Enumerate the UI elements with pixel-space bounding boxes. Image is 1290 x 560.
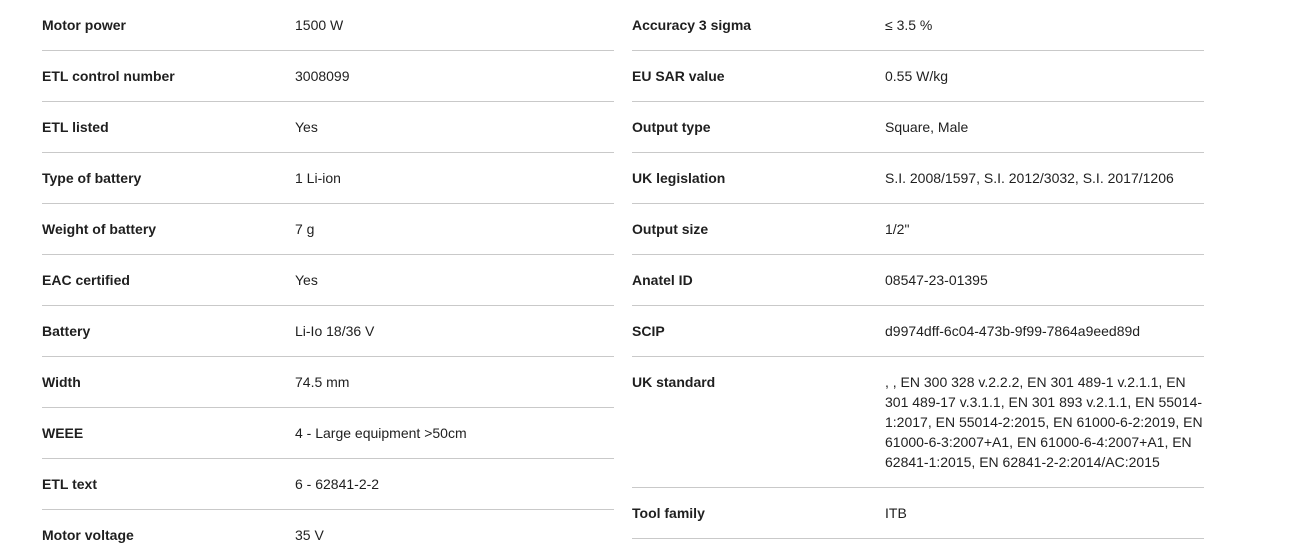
spec-label: Motor voltage [42, 527, 134, 543]
spec-label: Motor power [42, 17, 126, 33]
spec-value: 74.5 mm [295, 374, 350, 390]
spec-value: d9974dff-6c04-473b-9f99-7864a9eed89d [885, 323, 1141, 339]
spec-row-etl-text [42, 459, 614, 510]
spec-row-eac-certified [42, 255, 614, 306]
spec-row-motor-power [42, 0, 614, 51]
spec-label: Output size [632, 221, 709, 237]
spec-row-battery [42, 306, 614, 357]
spec-value: 3008099 [295, 68, 350, 84]
spec-value: 35 V [295, 527, 324, 543]
spec-label: Type of battery [42, 170, 142, 186]
spec-row-weee [42, 408, 614, 459]
spec-column-right [632, 0, 1204, 539]
spec-row-eu-sar-value [632, 51, 1204, 102]
spec-value: 1/2" [885, 221, 910, 237]
spec-value: ITB [885, 505, 907, 521]
spec-label: SCIP [632, 323, 665, 339]
spec-value: 1500 W [295, 17, 344, 33]
spec-label: Width [42, 374, 81, 390]
spec-label: WEEE [42, 425, 84, 441]
spec-row-scip [632, 306, 1204, 357]
spec-row-tool-family [632, 488, 1204, 539]
spec-value: 7 g [295, 221, 315, 237]
spec-value: 0.55 W/kg [885, 68, 949, 84]
spec-value: ≤ 3.5 % [885, 17, 933, 33]
spec-label: Anatel ID [632, 272, 693, 288]
spec-value: 4 - Large equipment >50cm [295, 425, 467, 441]
spec-row-width [42, 357, 614, 408]
spec-value: 6 - 62841-2-2 [295, 476, 380, 492]
spec-row-etl-listed [42, 102, 614, 153]
spec-value: Yes [295, 272, 318, 288]
spec-value: 08547-23-01395 [885, 272, 988, 288]
spec-label: UK standard [632, 374, 716, 390]
spec-label: Weight of battery [42, 221, 157, 237]
spec-value: 1 Li-ion [295, 170, 341, 186]
spec-label: Battery [42, 323, 91, 339]
spec-row-etl-control-number [42, 51, 614, 102]
spec-label: Tool family [632, 505, 705, 521]
spec-value: S.I. 2008/1597, S.I. 2012/3032, S.I. 2017/1206 [885, 170, 1174, 186]
spec-row-uk-legislation [632, 153, 1204, 204]
spec-label: ETL text [42, 476, 97, 492]
spec-row-motor-voltage [42, 510, 614, 560]
spec-value: Yes [295, 119, 318, 135]
spec-value: Li-Io 18/36 V [295, 323, 375, 339]
spec-label: ETL listed [42, 119, 109, 135]
spec-row-uk-standard [632, 357, 1204, 488]
spec-label: ETL control number [42, 68, 175, 84]
spec-label: EU SAR value [632, 68, 725, 84]
spec-label: EAC certified [42, 272, 130, 288]
spec-value: Square, Male [885, 119, 969, 135]
spec-column-left [42, 0, 614, 560]
spec-row-output-type [632, 102, 1204, 153]
spec-value: , , EN 300 328 v.2.2.2, EN 301 489-1 v.2.1.1, EN 301 489-17 v.3.1.1, EN 301 893 v.2.1.1, EN 55014-1:2017, EN 55014-2:2015, EN 61000-6-2:2019, EN 61000-6-3:2007+A1, EN 61000-6-4:2007+A1, EN 62841-1:2015, EN 62841-2-2:2014/AC:2015 [885, 374, 1203, 470]
spec-label: Output type [632, 119, 711, 135]
spec-row-anatel-id [632, 255, 1204, 306]
spec-row-output-size [632, 204, 1204, 255]
spec-row-weight-of-battery [42, 204, 614, 255]
spec-row-accuracy-3-sigma [632, 0, 1204, 51]
spec-row-type-of-battery [42, 153, 614, 204]
spec-label: UK legislation [632, 170, 726, 186]
spec-label: Accuracy 3 sigma [632, 17, 752, 33]
